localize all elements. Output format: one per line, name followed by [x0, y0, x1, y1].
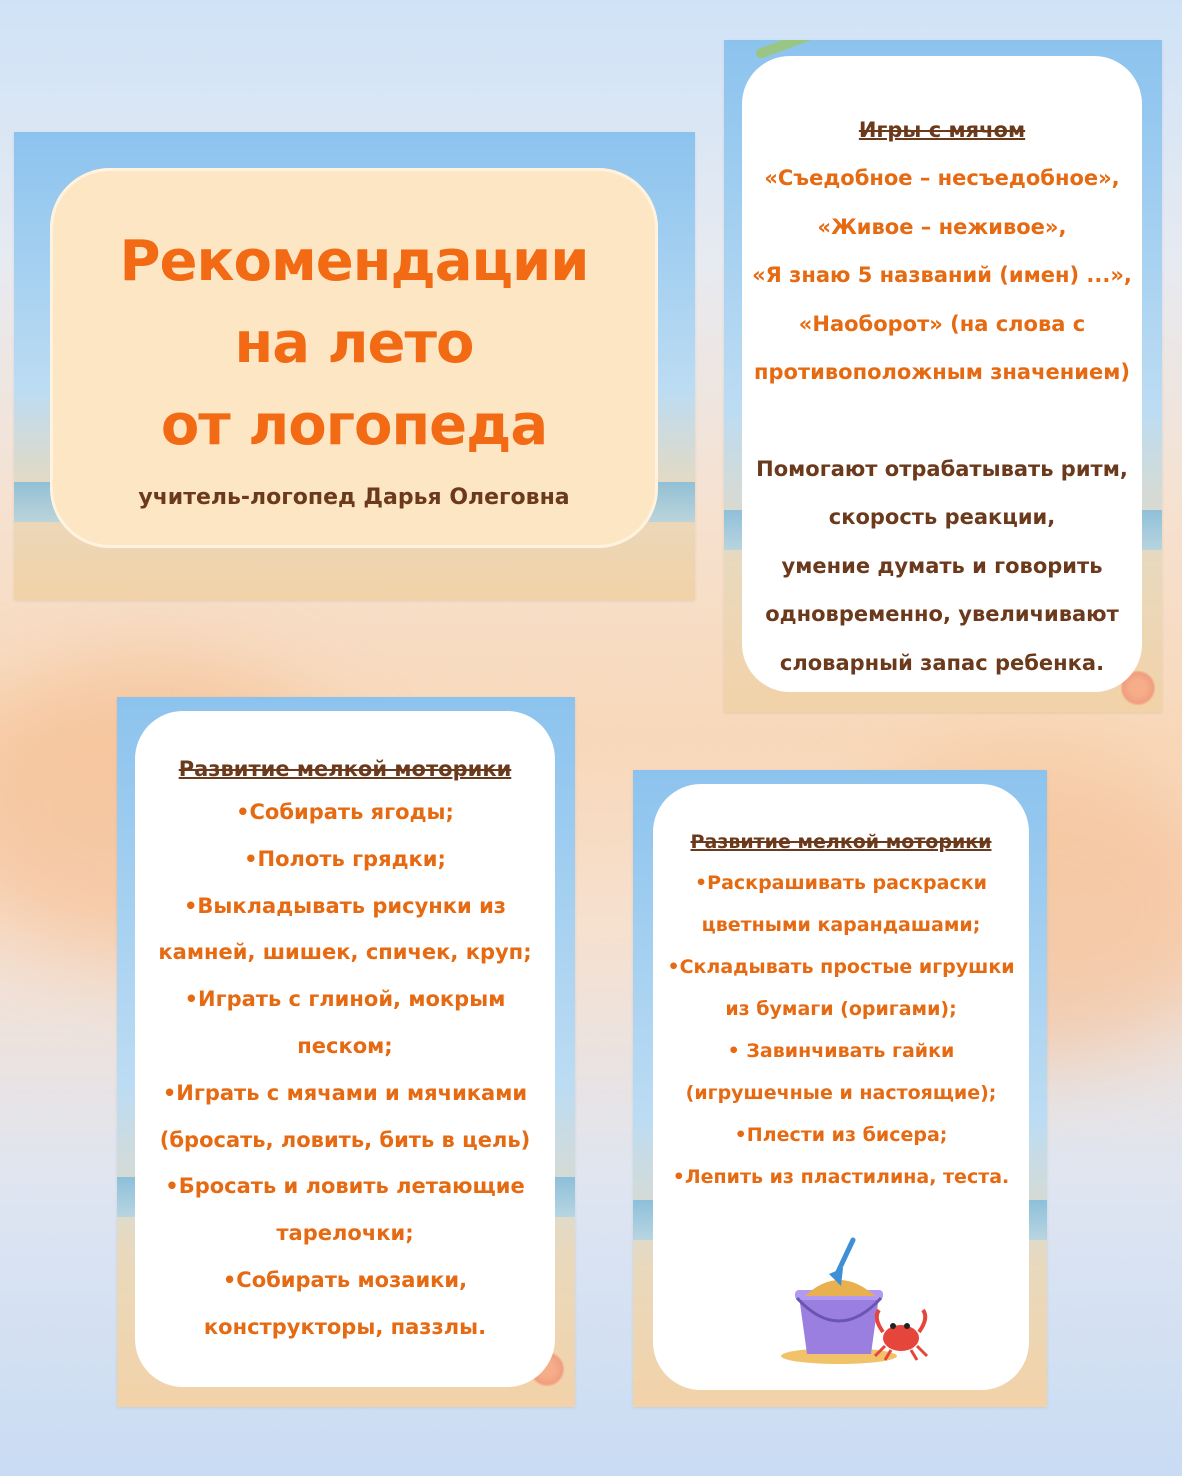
motor-skill-item: •Собирать ягоды;	[236, 800, 454, 824]
motor-skill-item: (игрушечные и настоящие);	[685, 1082, 997, 1104]
motor-skill-item: из бумаги (оригами);	[725, 998, 957, 1020]
ball-game-item: «Съедобное – несъедобное»,	[764, 166, 1120, 190]
title-card	[14, 132, 695, 600]
ball-game-item: «Живое – неживое»,	[817, 214, 1067, 239]
motor-skill-item: •Собирать мозаики,	[222, 1267, 468, 1292]
motor-skill-item: конструкторы, паззлы.	[203, 1314, 487, 1339]
ball-game-item: «Наоборот» (на слова с	[798, 311, 1086, 336]
ball-game-item: противоположным значением)	[754, 360, 1130, 384]
motor-skill-item: •Полоть грядки;	[244, 846, 446, 871]
sand-bucket-crab-illustration	[779, 1234, 939, 1364]
motor-skill-item: (бросать, ловить, бить в цель)	[159, 1127, 531, 1152]
motor-skill-item: •Раскрашивать раскраски	[695, 872, 987, 894]
motor-skills-panel-left	[135, 711, 555, 1387]
motor-skills-heading: Развитие мелкой моторики	[690, 831, 992, 853]
title-line-2: на лето	[234, 310, 474, 376]
benefit-line: скорость реакции,	[828, 505, 1056, 529]
motor-skills-heading: Развитие мелкой моторики	[178, 757, 512, 781]
motor-skill-item: тарелочки;	[276, 1221, 414, 1246]
benefit-line: словарный запас ребенка.	[779, 650, 1105, 675]
motor-skill-item: •Лепить из пластилина, теста.	[672, 1166, 1010, 1188]
motor-skill-item: камней, шишек, спичек, круп;	[158, 940, 532, 965]
ball-games-heading: Игры с мячом	[858, 118, 1026, 142]
motor-skill-item: цветными карандашами;	[701, 914, 981, 936]
motor-skill-item: •Играть с мячами и мячиками	[162, 1080, 528, 1105]
motor-skill-item: •Плести из бисера;	[734, 1124, 948, 1146]
motor-skill-item: • Завинчивать гайки	[727, 1040, 955, 1062]
title-line-1: Рекомендации	[119, 228, 589, 294]
benefit-line: одновременно, увеличивают	[765, 602, 1119, 626]
ball-games-panel	[742, 56, 1142, 692]
benefit-line: умение думать и говорить	[781, 553, 1103, 578]
motor-skill-item: •Бросать и ловить летающие	[165, 1174, 525, 1199]
ball-games-card	[724, 40, 1162, 712]
motor-skills-card-right	[633, 770, 1047, 1407]
motor-skill-item: •Выкладывать рисунки из	[184, 893, 506, 918]
author-line: учитель-логопед Дарья Олеговна	[138, 484, 570, 510]
benefit-line: Помогают отрабатывать ритм,	[756, 456, 1128, 481]
title-panel	[50, 168, 658, 548]
motor-skills-card-left	[117, 697, 575, 1407]
title-line-3: от логопеда	[160, 392, 548, 458]
motor-skill-item: песком;	[297, 1033, 393, 1058]
ball-game-item: «Я знаю 5 названий (имен) ...»,	[752, 263, 1132, 287]
motor-skill-item: •Играть с глиной, мокрым	[184, 987, 506, 1012]
motor-skill-item: •Складывать простые игрушки	[667, 956, 1015, 978]
motor-skills-panel-right	[653, 784, 1029, 1390]
